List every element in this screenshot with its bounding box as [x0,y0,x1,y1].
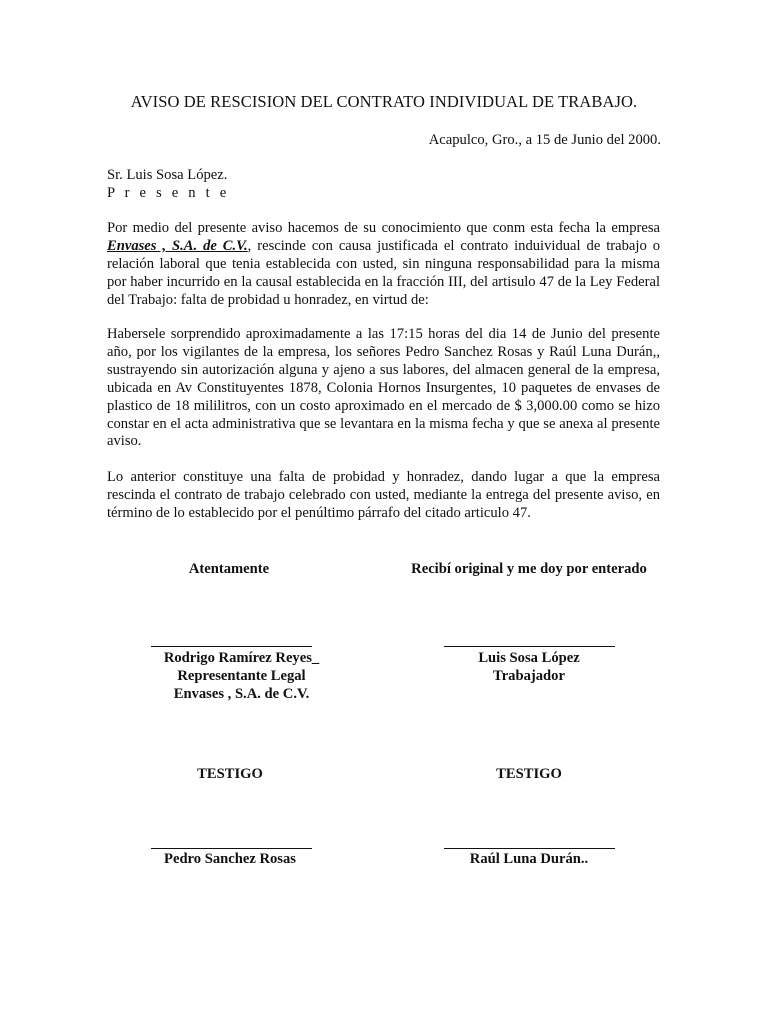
left-signatory [150,649,333,703]
left-signatory-role: Representante Legal [177,668,306,684]
paragraph-notice [107,220,660,310]
addressee-name: Sr. Luis Sosa López. [107,167,228,183]
document-title: AVISO DE RESCISION DEL CONTRATO INDIVIDUAL DE TRABAJO. [130,92,638,111]
right-signature-heading: Recibí original y me doy por enterado [411,561,647,577]
addressee [107,166,229,202]
notice-intro: Por medio del presente aviso hacemos de su conocimiento que conm esta fecha la empresa [107,220,660,236]
right-witness-line [444,848,615,849]
addressee-presente: P r e s e n t e [107,185,230,201]
right-signatory-role: Trabajador [493,668,565,684]
right-witness-name: Raúl Luna Durán.. [469,851,589,867]
right-signatory-name: Luis Sosa López [478,650,580,666]
left-signature-heading: Atentamente [188,561,270,577]
document-date: Acapulco, Gro., a 15 de Junio del 2000. [428,132,661,148]
company-name: Envases , S.A. de C.V. [107,237,248,254]
right-signatory [444,649,614,685]
left-witness-line [151,848,312,849]
right-signature-line [444,646,615,647]
left-signatory-company: Envases , S.A. de C.V. [173,686,310,702]
left-witness-heading: TESTIGO [197,766,263,782]
paragraph-conclusion: Lo anterior constituye una falta de probidad y honradez, dando lugar a que la empresa rescinda el contrato de trabajo celebrado con usted, mediante la entrega del presente aviso, en término de lo establecido por el penúltimo párrafo del citado articulo 47. [107,469,660,521]
left-signatory-name: Rodrigo Ramírez Reyes_ [163,650,320,666]
notice-body: , rescinde con causa justificada el contrato induividual de trabajo o relación laboral que tenia establecida con usted, sin ninguna responsabilidad para la misma por haber incurrido en la causal establecida en la fracción III, del artisulo 47 de la Ley Federal del Trabajo: falta de probidad u honradez, en virtud de: [107,237,660,308]
paragraph-facts: Habersele sorprendido aproximadamente a las 17:15 horas del dia 14 de Junio del presente año, por los vigilantes de la empresa, los señores Pedro Sanchez Rosas y Raúl Luna Durán,, sustrayendo sin autorización alguna y ajeno a sus labores, del almacen general de la empresa, ubicada en Av Constituyentes 1878, Colonia Hornos Insurgentes, 10 paquetes de envases de plastico de 18 mililitros, con un costo aproximado en el mercado de $ 3,000.00 como se hizo constar en el acta administrativa que se levantara en la misma fecha y que se anexa al presente aviso. [107,326,660,450]
right-witness-heading: TESTIGO [496,766,562,782]
left-witness-name: Pedro Sanchez Rosas [164,851,296,867]
left-signature-line [151,646,312,647]
